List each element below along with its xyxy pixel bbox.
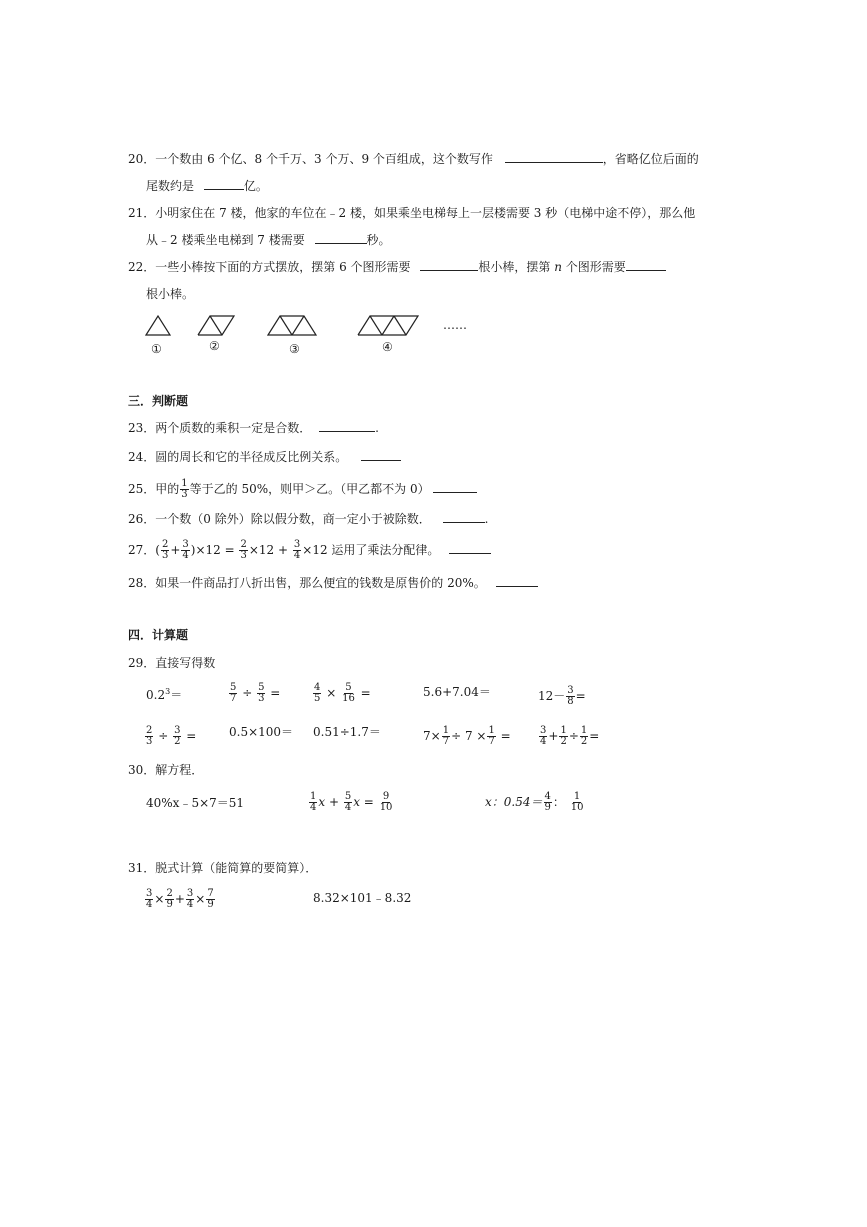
q31-e1-plus: +	[174, 892, 185, 906]
q29-r1-c	[312, 681, 371, 705]
q26-period: .	[484, 512, 489, 526]
q27-tail-text: 运用了乘法分配律。	[331, 543, 440, 557]
q31-e1-frac2-denominator: 9	[166, 899, 173, 910]
q29-r1-d: 5.6+7.04＝	[423, 685, 491, 699]
q29-r2-e-frac2-numerator: 1	[560, 725, 567, 736]
q22-line2-text: 根小棒。	[146, 287, 195, 301]
q29-r2-e-frac2	[559, 726, 567, 747]
q29-r1-b-frac2-numerator: 5	[258, 682, 265, 693]
q29-title: 直接写得数	[155, 656, 216, 670]
q30-equation-1: 40%x﹣5×7＝51	[146, 796, 245, 810]
q27-fraction-1-numerator: 2	[161, 539, 169, 550]
q22-text-c: 个图形需要	[565, 260, 626, 274]
q29-r2-e-frac2-denominator: 2	[560, 736, 567, 747]
q29-r2-d-frac1-numerator: 1	[442, 725, 450, 736]
q25-number: 25．	[128, 482, 156, 496]
q31-title-line	[128, 860, 317, 876]
q30-e3-frac1-numerator: 4	[544, 791, 551, 802]
q27-fraction-3	[239, 540, 247, 561]
q27-times-12-b: ×12	[302, 543, 328, 557]
q27-middle: )×12 =	[190, 543, 235, 557]
q22-text-b: 根小棒，摆第	[478, 260, 551, 274]
q22-line2	[146, 286, 194, 302]
q25-line	[128, 478, 477, 500]
q30-e3-prefix: x：0.54＝	[485, 795, 543, 809]
q27-number: 27．	[128, 543, 156, 557]
q31-e1-times-1: ×	[154, 892, 165, 906]
q22-number: 22．	[128, 260, 156, 274]
q29-r2-e-frac3-denominator: 2	[580, 736, 588, 747]
q30-e2-frac3-numerator: 9	[382, 791, 390, 802]
q29-r2-d-frac1-denominator: 7	[442, 736, 450, 747]
q31-e1-frac3	[186, 889, 194, 910]
q25-fraction	[180, 479, 188, 500]
q30-equation-3	[485, 789, 585, 815]
q27-fraction-4-numerator: 3	[293, 539, 301, 550]
q25-text-a: 甲的	[155, 482, 180, 496]
q29-r2-a-frac1	[145, 726, 153, 747]
q20-answer-blank-1[interactable]	[505, 151, 603, 163]
q29-title-line	[128, 655, 215, 671]
figure-1-triangle	[144, 313, 174, 337]
q20-number: 20．	[128, 152, 156, 166]
q27-fraction-2	[181, 540, 189, 561]
q30-e2-frac1-numerator: 1	[310, 791, 317, 802]
q29-r1-a	[146, 684, 182, 703]
q25-text-b: 等于乙的 50%，则甲＞乙。（甲乙都不为 0）	[189, 482, 430, 496]
q30-e2-frac1-denominator: 4	[310, 802, 317, 813]
q26-line	[128, 511, 488, 527]
q23-period: .	[375, 421, 379, 435]
figure-4-triangles	[356, 313, 426, 337]
q29-r1-b-frac1	[229, 683, 237, 704]
q24-number: 24．	[128, 450, 156, 464]
q28-answer-blank[interactable]	[496, 575, 538, 587]
q29-r2-c: 0.51÷1.7＝	[313, 725, 381, 739]
q29-r2-e-equals: =	[589, 729, 600, 743]
q20-line2-text: 尾数约是	[146, 179, 195, 193]
q26-answer-blank[interactable]	[443, 511, 485, 523]
q28-line	[128, 575, 538, 591]
q31-e1-frac1	[145, 889, 153, 910]
q28-text: 如果一件商品打八折出售，那么便宜的钱数是原售价的 20%。	[155, 576, 486, 590]
q29-r1-e-prefix: 12－	[538, 689, 566, 703]
q29-r2-d-frac2	[487, 726, 495, 747]
q21-text: 小明家住在 7 楼，他家的车位在﹣2 楼，如果乘坐电梯每上一层楼需要 3 秒（电梯中途不停），那么他	[155, 206, 696, 220]
q29-r1-b-frac2-denominator: 3	[258, 693, 265, 704]
q30-e2-frac1	[309, 792, 317, 813]
q30-e2-frac3-denominator: 10	[379, 802, 393, 813]
q29-r2-d-prefix: 7×	[423, 729, 441, 743]
q29-r1-e-frac-numerator: 3	[567, 685, 574, 696]
q21-unit: 秒。	[366, 233, 391, 247]
q27-fraction-3-denominator: 3	[240, 550, 247, 561]
q20-line2	[146, 178, 268, 194]
q29-number: 29．	[128, 656, 156, 670]
q21-number: 21．	[128, 206, 156, 220]
section-3-heading: 三．判断题	[128, 394, 189, 408]
q31-e1-frac3-numerator: 3	[186, 888, 194, 899]
q30-e3-frac2-numerator: 1	[573, 791, 581, 802]
q29-r2-e-plus: +	[548, 729, 559, 743]
q31-expression-2: 8.32×101﹣8.32	[313, 891, 412, 905]
q27-line	[128, 538, 491, 562]
q30-equation-2	[308, 789, 394, 815]
q27-paren-open: (	[155, 543, 160, 557]
q22-answer-blank-2[interactable]	[626, 259, 666, 271]
q31-e1-frac4-denominator: 9	[207, 899, 214, 910]
q30-e2-frac2	[344, 792, 352, 813]
q31-expression-1	[144, 886, 216, 912]
q30-e3-frac2-denominator: 10	[570, 802, 584, 813]
q29-r1-b-operator: ÷	[242, 686, 253, 700]
q29-r2-e	[538, 724, 599, 748]
q30-e2-x-equals: x =	[353, 795, 374, 809]
q20-line2-unit: 亿。	[243, 179, 268, 193]
q24-text: 圆的周长和它的半径成反比例关系。	[155, 450, 348, 464]
q23-text: 两个质数的乘积一定是合数．	[155, 421, 312, 435]
q29-r1-c-frac2-denominator: 16	[342, 693, 355, 704]
q25-fraction-numerator: 1	[181, 478, 188, 489]
q22-line1	[128, 259, 666, 275]
q31-e1-frac1-denominator: 4	[146, 899, 153, 910]
q27-fraction-2-denominator: 4	[182, 550, 189, 561]
q29-r2-e-frac3	[580, 726, 588, 747]
q31-number: 31．	[128, 861, 156, 875]
q31-e1-times-2: ×	[195, 892, 206, 906]
q29-r1-b-frac2	[257, 683, 265, 704]
q21-answer-blank[interactable]	[315, 232, 367, 244]
q30-e3-frac1-denominator: 9	[544, 802, 551, 813]
q29-r2-d-equals: =	[500, 729, 511, 743]
q30-e2-x-plus: x +	[318, 795, 340, 809]
q31-e1-frac2-numerator: 2	[166, 888, 173, 899]
figure-label-4: ④	[382, 340, 393, 354]
q29-r1-b	[228, 681, 280, 705]
q27-fraction-3-numerator: 2	[240, 539, 247, 550]
q29-r1-b-frac1-denominator: 7	[230, 693, 237, 704]
q29-r2-a	[144, 724, 196, 748]
q27-times-12-a: ×12 +	[248, 543, 289, 557]
q27-fraction-1	[161, 540, 169, 561]
q29-r1-c-frac1-numerator: 4	[314, 682, 321, 693]
q31-e1-frac1-numerator: 3	[146, 888, 153, 899]
q27-answer-blank[interactable]	[449, 542, 491, 554]
q29-r1-c-frac2-numerator: 5	[345, 682, 352, 693]
q25-fraction-denominator: 3	[181, 489, 188, 500]
figure-label-3: ③	[289, 342, 300, 356]
q29-r2-e-frac1	[539, 726, 547, 747]
q24-line	[128, 449, 401, 465]
q30-e2-frac3	[379, 792, 394, 813]
q22-answer-blank-1[interactable]	[420, 259, 478, 271]
figure-3-triangles	[266, 313, 322, 337]
q30-e3-frac1	[544, 792, 552, 813]
q25-answer-blank[interactable]	[433, 481, 477, 493]
q29-r2-b: 0.5×100＝	[229, 725, 294, 739]
q30-title: 解方程．	[155, 763, 204, 777]
q29-r2-d-frac1	[442, 726, 450, 747]
q31-title: 脱式计算（能简算的要简算）．	[155, 861, 318, 875]
q22-variable-n: n	[554, 260, 562, 274]
q30-e3-frac2	[570, 792, 585, 813]
q29-r2-a-frac1-numerator: 2	[146, 725, 153, 736]
q29-r2-d-middle: ÷ 7 ×	[451, 729, 487, 743]
q29-r2-a-frac2-numerator: 3	[174, 725, 181, 736]
q29-r1-c-equals: =	[360, 686, 371, 700]
q29-r1-b-frac1-numerator: 5	[230, 682, 237, 693]
q29-r2-a-equals: =	[186, 729, 197, 743]
q24-answer-blank[interactable]	[361, 449, 401, 461]
section-4-heading: 四．计算题	[128, 628, 189, 642]
q29-r2-a-frac1-denominator: 3	[146, 736, 153, 747]
q28-number: 28．	[128, 576, 156, 590]
q29-r1-c-frac2	[341, 683, 356, 704]
q27-fraction-4	[293, 540, 301, 561]
q30-e3-colon: ：	[552, 795, 565, 809]
q30-title-line	[128, 762, 203, 778]
q29-r1-a-exponent: 3	[165, 687, 171, 696]
q29-r2-e-frac1-denominator: 4	[540, 736, 547, 747]
q29-r1-a-base: 0.2	[146, 688, 166, 702]
q29-r1-c-operator: ×	[326, 686, 337, 700]
q29-r1-e-equals: =	[575, 689, 586, 703]
q31-e1-frac4	[206, 889, 214, 910]
q27-plus: +	[170, 543, 181, 557]
q29-r2-a-frac2-denominator: 2	[174, 736, 181, 747]
q23-line	[128, 420, 379, 436]
q31-e1-frac3-denominator: 4	[186, 899, 194, 910]
q29-r2-d	[423, 724, 511, 748]
q29-r1-c-frac1	[313, 683, 321, 704]
q29-r2-d-frac2-numerator: 1	[488, 725, 495, 736]
q22-text-a: 一些小棒按下面的方式摆放，摆第 6 个图形需要	[155, 260, 411, 274]
q26-number: 26．	[128, 512, 156, 526]
q26-text: 一个数（0 除外）除以假分数，商一定小于被除数．	[155, 512, 431, 526]
q27-fraction-1-denominator: 3	[161, 550, 169, 561]
q29-r2-a-frac2	[173, 726, 181, 747]
q29-r1-c-frac1-denominator: 5	[314, 693, 321, 704]
q29-r2-a-operator: ÷	[158, 729, 169, 743]
figure-label-1: ①	[151, 342, 162, 356]
figure-2-triangles	[196, 313, 240, 337]
q23-number: 23．	[128, 421, 156, 435]
q21-line1	[128, 205, 695, 221]
figure-label-2: ②	[209, 339, 220, 353]
q27-fraction-4-denominator: 4	[293, 550, 301, 561]
q30-number: 30．	[128, 763, 156, 777]
q29-r2-e-divide: ÷	[568, 729, 579, 743]
q29-r1-b-equals: =	[270, 686, 281, 700]
q29-r1-a-equals: ＝	[170, 688, 183, 702]
q29-r1-e-frac	[566, 686, 574, 707]
q20-answer-blank-2[interactable]	[204, 178, 244, 190]
q20-text: 一个数由 6 个亿、8 个千万、3 个万、9 个百组成，这个数写作	[155, 152, 493, 166]
q31-e1-frac2	[165, 889, 173, 910]
q20-line1	[128, 151, 699, 167]
q29-r2-d-frac2-denominator: 7	[488, 736, 495, 747]
q29-r1-e-frac-denominator: 8	[567, 696, 574, 707]
q29-r2-e-frac3-numerator: 1	[580, 725, 588, 736]
figure-ellipsis: ……	[443, 318, 467, 332]
q21-line2	[146, 232, 391, 248]
q20-text-after: ，省略亿位后面的	[602, 152, 699, 166]
q21-line2-text: 从﹣2 楼乘坐电梯到 7 楼需要	[146, 233, 305, 247]
q29-r2-e-frac1-numerator: 3	[540, 725, 547, 736]
q30-e2-frac2-numerator: 5	[344, 791, 352, 802]
q31-e1-frac4-numerator: 7	[207, 888, 214, 899]
q29-r1-e	[538, 684, 586, 708]
q27-fraction-2-numerator: 3	[182, 539, 189, 550]
q30-e2-frac2-denominator: 4	[344, 802, 352, 813]
q23-answer-blank[interactable]	[319, 420, 375, 432]
